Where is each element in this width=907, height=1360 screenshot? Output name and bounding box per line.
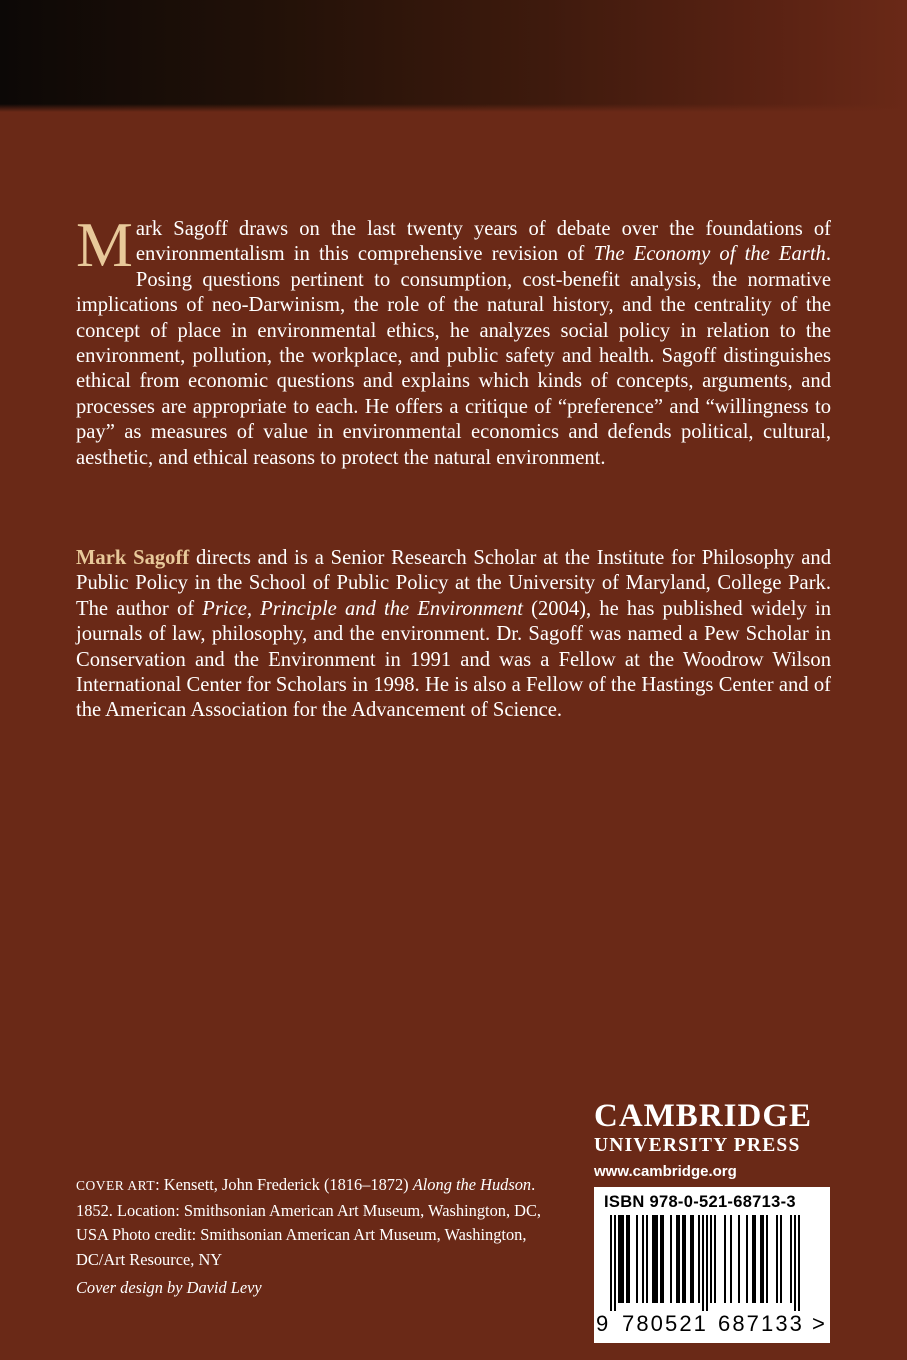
top-shadow-band [0,0,907,112]
author-name: Mark Sagoff [76,547,190,569]
artwork-title: Along the Hudson [412,1175,532,1194]
cover-art-credit [76,1173,576,1272]
barcode-bar [660,1215,662,1303]
description-text-end: . Posing questions pertinent to consumption, cost-benefit analysis, the normative implications of neo-Darwinism, the role of the natural history, and the centrality of the concept of place in environmental ethics, he analyzes social policy in relation to the environment, pollution, the workplace, and public safety and health. Sagoff distinguishes ethical from economic questions and explains which kinds of concepts, arguments, and processes are appropriate to each. He offers a critique of “preference” and “willingness to pay” as measures of value in environmental economics and defends political, cultural, aesthetic, and ethical reasons to protect the natural environment. [76,243,831,469]
barcode-bar [690,1215,692,1303]
barcode-bar [626,1215,628,1303]
barcode-bar [710,1215,712,1303]
barcode-bar [642,1215,644,1303]
barcode-bar [670,1215,672,1303]
barcode-bar [766,1215,768,1303]
barcode-bar [620,1215,622,1303]
barcode-bar [646,1215,648,1303]
barcode-bar [662,1215,664,1303]
barcode-bar [760,1215,762,1303]
barcode-bar [714,1215,716,1303]
barcode-quiet-mark: > [812,1311,825,1336]
barcode-bars [610,1215,814,1311]
barcode-guard-bar [706,1215,708,1311]
barcode-bar [676,1215,678,1303]
drop-cap: M [76,209,133,280]
description-text-start: ark Sagoff draws on the last twenty years of debate over the foundations of environmentalism in this comprehensive revision of [135,218,831,266]
barcode-bar [790,1215,792,1303]
publisher-url: www.cambridge.org [594,1163,737,1180]
isbn-barcode [594,1187,830,1343]
barcode-bar [628,1215,630,1303]
barcode-bar [636,1215,638,1303]
book-title: The Economy of the Earth [593,243,826,266]
credit-text-end: . 1852. Location: Smithsonian American Art Museum, Washington, DC, USA Photo credit: Smithsonian American Art Museum, Washington, DC/Art Resource, NY [76,1175,542,1269]
barcode-bar [738,1215,740,1303]
other-book-title: Price, Principle and the Environment [202,597,523,620]
barcode-guard-bar [794,1215,796,1311]
publisher-logo [594,1098,830,1182]
barcode-bar [724,1215,726,1303]
publisher-name: CAMBRIDGE [594,1098,813,1134]
barcode-bar [776,1215,778,1303]
barcode-bar [730,1215,732,1303]
barcode-bar [618,1215,620,1303]
bio-text-end: (2004), he has published widely in journals of law, philosophy, and the environment. Dr. Sagoff was named a Pew Scholar in Conservation and the Environment in 1991 and was a Fellow at the Woodrow Wilson International Center for Scholars in 1998. He is also a Fellow of the Hastings Center and of the American Association for the Advancement of Science. [76,597,831,722]
barcode-bar [682,1215,684,1303]
barcode-bar [762,1215,764,1303]
barcode-bar [780,1215,782,1303]
isbn-label: ISBN 978-0-521-68713-3 [604,1193,796,1211]
barcode-bar [654,1215,656,1303]
author-bio [76,546,831,724]
barcode-bar [746,1215,748,1303]
barcode-bar [754,1215,756,1303]
barcode-right-digits: 687133 [718,1311,805,1336]
cover-design-credit: Cover design by David Levy [76,1278,262,1297]
barcode-bar [656,1215,658,1303]
cover-art-label: COVER ART [76,1178,156,1193]
barcode-bar [622,1215,624,1303]
barcode-bar [652,1215,654,1303]
bio-text-start: directs and is a Senior Research Scholar at the Institute for Philosophy and Public Policy in the School of Public Policy at the University of Maryland, College Park. The author of [76,547,831,620]
book-description [76,209,831,471]
barcode-bar [678,1215,680,1303]
barcode-left-digits: 780521 [622,1311,709,1336]
barcode-guard-bar [614,1215,616,1311]
barcode-bar [752,1215,754,1303]
barcode-guard-bar [702,1215,704,1311]
barcode-first-digit: 9 [596,1311,609,1336]
barcode-bar [692,1215,694,1303]
barcode-bar [684,1215,686,1303]
barcode-guard-bar [798,1215,800,1311]
barcode-bar [698,1215,700,1303]
barcode-guard-bar [610,1215,612,1311]
publisher-subtitle: UNIVERSITY PRESS [594,1135,801,1156]
credit-text-start: : Kensett, John Frederick (1816–1872) [155,1175,413,1194]
